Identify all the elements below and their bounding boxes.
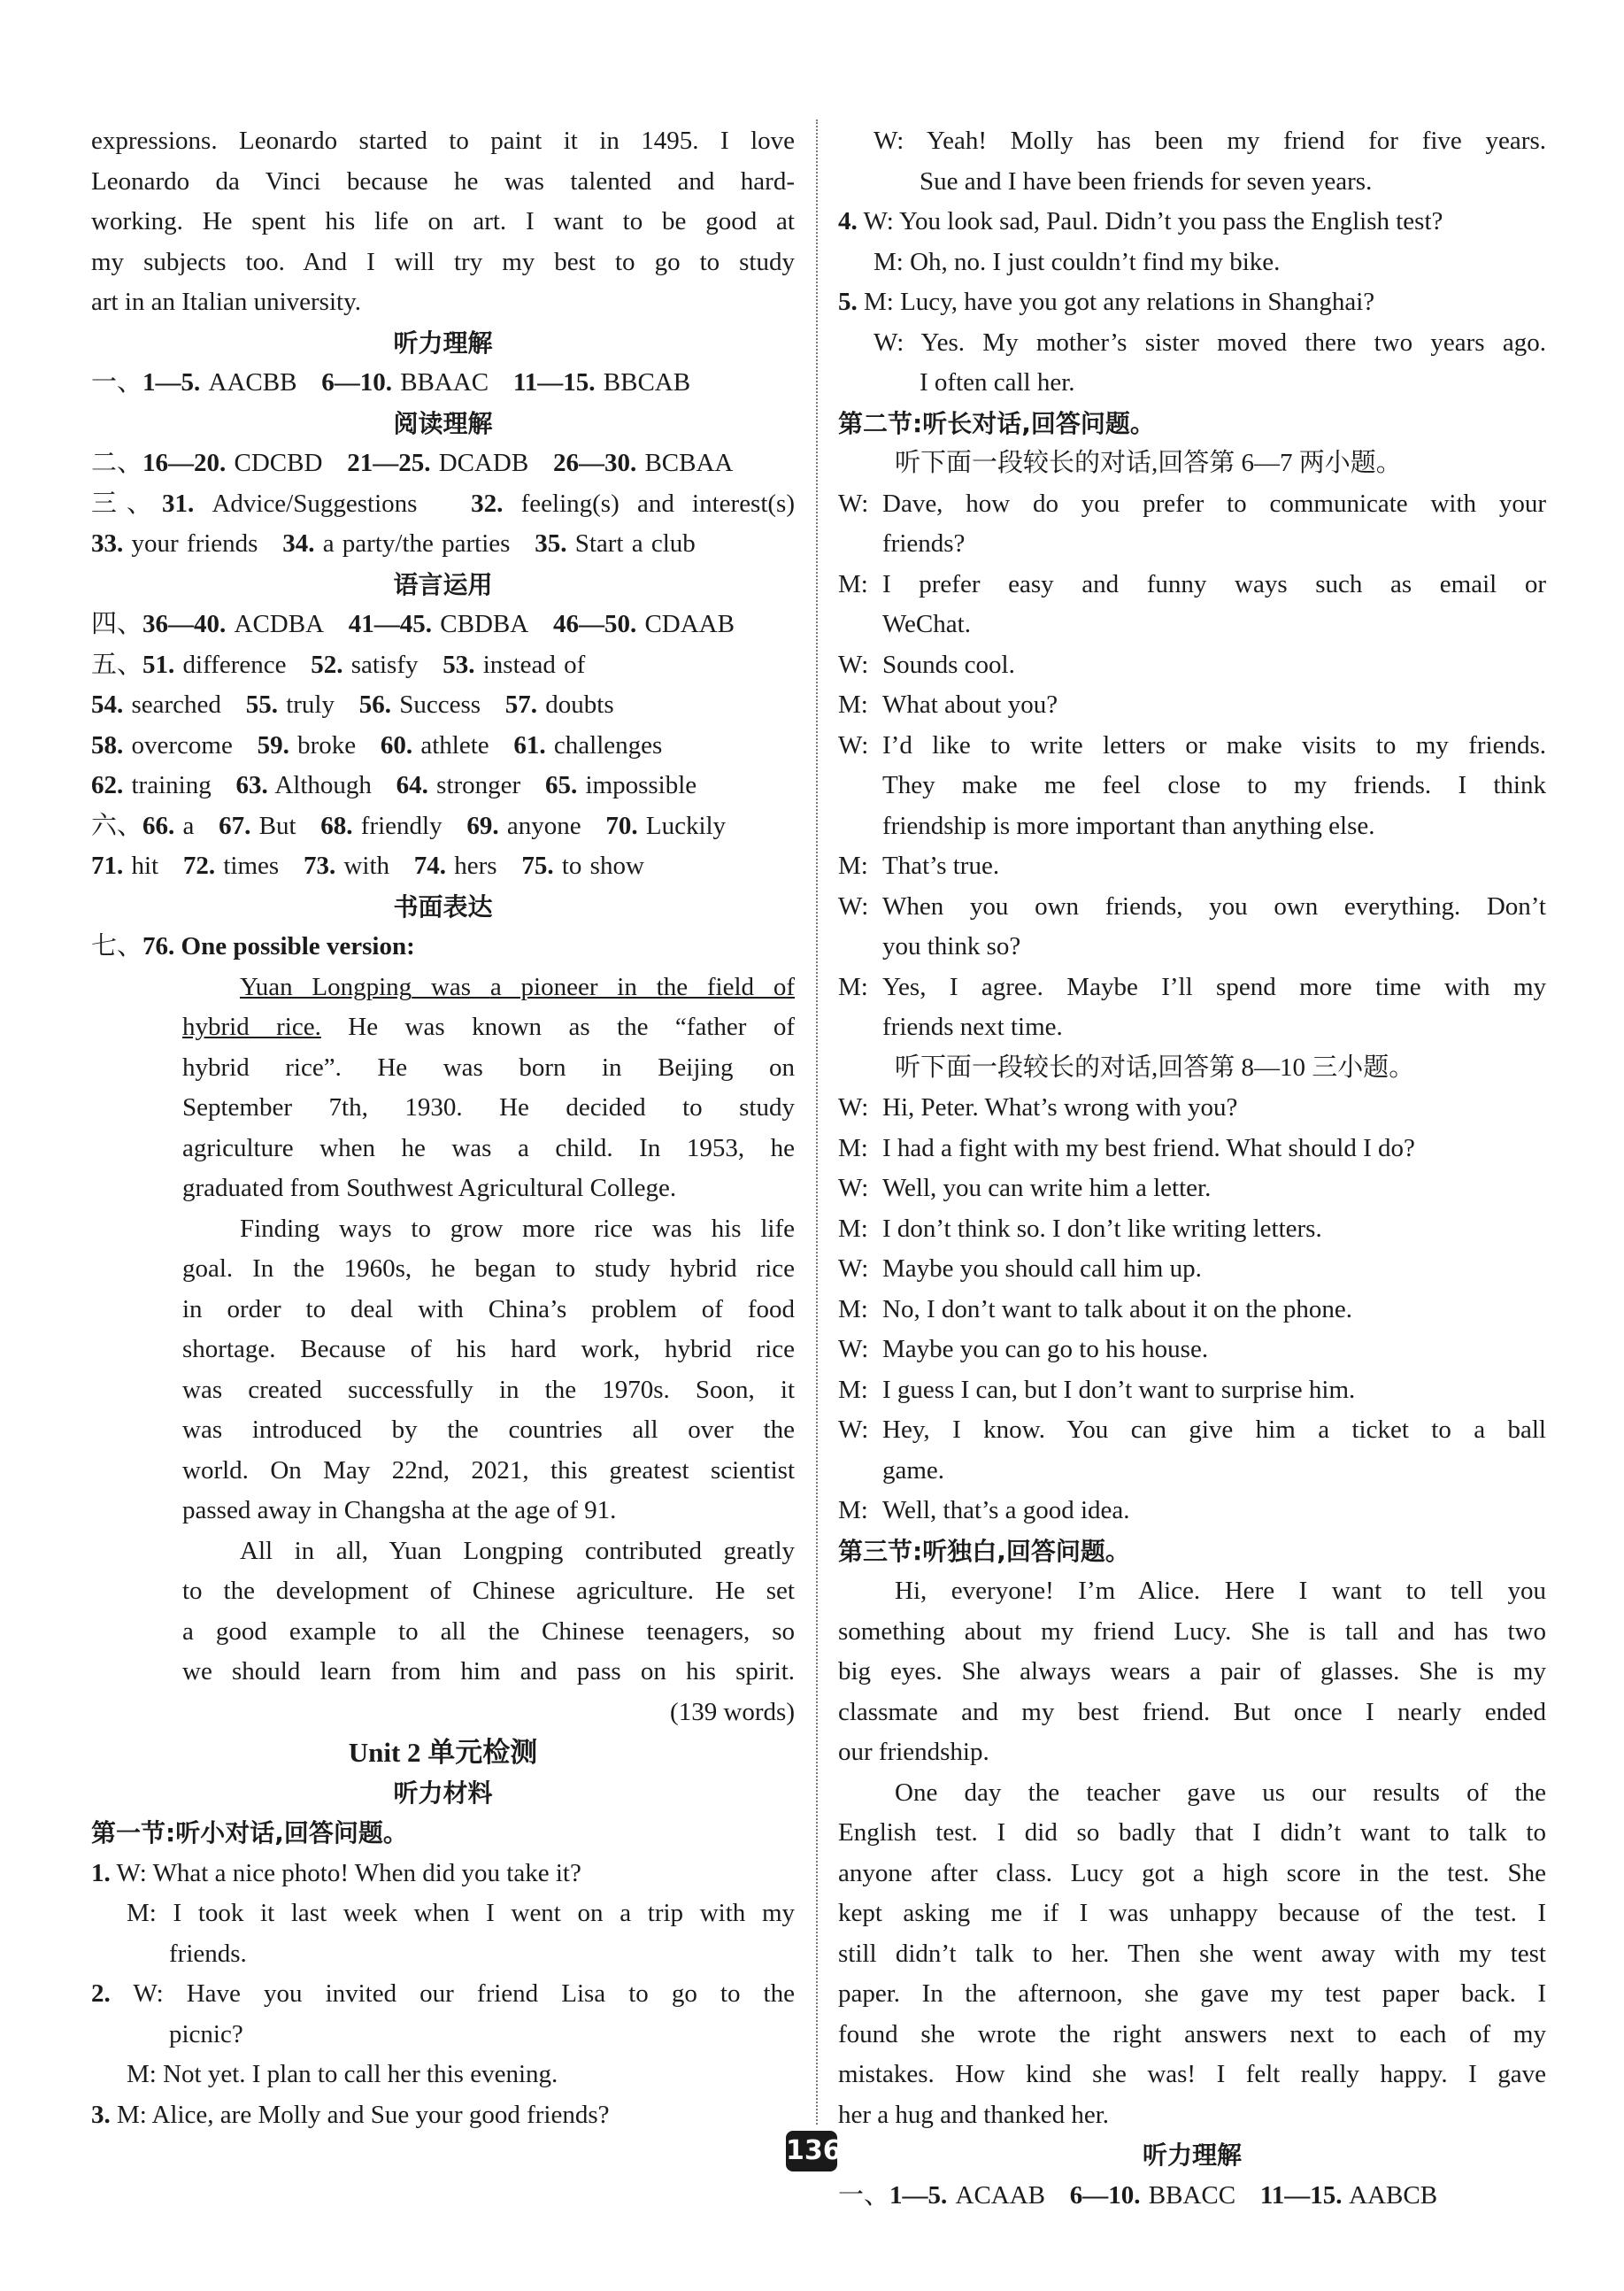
dialogue-turn bbox=[838, 1290, 1546, 1331]
essay-line: goal. In the 1960s, he began to study hybrid rice bbox=[182, 1254, 795, 1283]
dialogue-1-line: friends. bbox=[169, 1939, 247, 1968]
turn-text: No, I don’t want to talk about it on the phone. bbox=[882, 1294, 1353, 1323]
speaker-label: M: bbox=[838, 1375, 868, 1404]
monologue-line: something about my friend Lucy. She is tall and has two bbox=[838, 1616, 1546, 1646]
speaker-label: M: bbox=[838, 1214, 868, 1243]
long-dialogue-2 bbox=[838, 1088, 1546, 1531]
monologue bbox=[838, 1571, 1546, 2135]
heading-material: 听力材料 bbox=[393, 1778, 493, 1808]
speaker-label: W: bbox=[838, 489, 869, 518]
intro-line: working. He spent his life on art. I want to be good at bbox=[91, 207, 795, 235]
answers-5c: 58. overcome 59. broke 60. athlete 61. challenges bbox=[91, 730, 663, 760]
turn-text: Hey, I know. You can give him a ticket to a ball bbox=[882, 1415, 1546, 1444]
heading-listening: 听力理解 bbox=[393, 328, 493, 358]
essay-line: hybrid rice. He was known as the “father of bbox=[182, 1013, 795, 1041]
speaker-label: M: bbox=[838, 1496, 868, 1524]
monologue-line: our friendship. bbox=[838, 1738, 989, 1766]
speaker-label: M: bbox=[838, 972, 868, 1001]
column-divider bbox=[816, 120, 818, 2125]
speaker-label: M: bbox=[838, 690, 868, 719]
essay-line: was created successfully in the 1970s. Soon, it bbox=[182, 1375, 795, 1404]
dialogue-2-line: M: Not yet. I plan to call her this evening. bbox=[127, 2060, 558, 2088]
essay-line: was introduced by the countries all over the bbox=[182, 1415, 795, 1444]
intro-line: Leonardo da Vinci because he was talented and hard- bbox=[91, 166, 795, 196]
dialogue-3: 3. M: Alice, are Molly and Sue your good friends? bbox=[91, 2100, 610, 2129]
turn-text: Hi, Peter. What’s wrong with you? bbox=[882, 1093, 1238, 1122]
answers-3a: 三、31. Advice/Suggestions 32. feeling(s) and interest(s) bbox=[91, 489, 796, 518]
dialogue-turn bbox=[838, 1088, 1546, 1129]
dialogue-5: 5. M: Lucy, have you got any relations in Shanghai? bbox=[838, 288, 1375, 316]
turn-text: What about you? bbox=[882, 690, 1058, 719]
answers-unit2: 一、1—5. ACAAB 6—10. BBACC 11—15. AABCB bbox=[838, 2180, 1438, 2210]
turn-text: I’d like to write letters or make visits to my friends. bbox=[882, 730, 1546, 760]
dialogue-turn bbox=[838, 968, 1546, 1008]
speaker-label: M: bbox=[838, 569, 868, 598]
answers-5a: 五、51. difference 52. satisfy 53. instead of bbox=[91, 650, 586, 679]
turn-text: Well, you can write him a letter. bbox=[882, 1174, 1212, 1202]
monologue-line: classmate and my best friend. But once I nearly ended bbox=[838, 1697, 1546, 1726]
monologue-line: anyone after class. Lucy got a high score in the test. She bbox=[838, 1858, 1546, 1887]
dialogue-turn bbox=[838, 484, 1546, 525]
essay-line: shortage. Because of his hard work, hybrid rice bbox=[182, 1335, 795, 1363]
monologue-line: big eyes. She always wears a pair of glasses. She is my bbox=[838, 1657, 1546, 1685]
answers-5d: 62. training 63. Although 64. stronger 65. impossible bbox=[91, 771, 697, 799]
dialogue-turn bbox=[838, 1169, 1546, 1209]
turn-text: I prefer easy and funny ways such as email or bbox=[882, 569, 1546, 598]
heading-reading: 阅读理解 bbox=[393, 408, 493, 438]
turn-text: I don’t think so. I don’t like writing letters. bbox=[882, 1214, 1322, 1243]
turn-text: I guess I can, but I don’t want to surprise him. bbox=[882, 1375, 1356, 1404]
monologue-line: found she wrote the right answers next to each of my bbox=[838, 2019, 1546, 2048]
turn-text: Well, that’s a good idea. bbox=[882, 1496, 1130, 1524]
answers-6a: 六、66. a 67. But 68. friendly 69. anyone 70. Luckily bbox=[91, 811, 727, 840]
dialogue-2: 2. W: Have you invited our friend Lisa to go to the bbox=[91, 1979, 795, 2008]
dialogue-5-line: I often call her. bbox=[920, 368, 1075, 397]
intro-line: art in an Italian university. bbox=[91, 288, 361, 316]
dialogue-turn bbox=[838, 887, 1546, 928]
essay-line: All in all, Yuan Longping contributed greatly bbox=[240, 1536, 795, 1565]
turn-text: Maybe you can go to his house. bbox=[882, 1335, 1209, 1363]
turn-continuation: WeChat. bbox=[882, 610, 971, 638]
long-dialogue-1 bbox=[838, 484, 1546, 1048]
turn-continuation: They make me feel close to my friends. I think bbox=[882, 771, 1546, 799]
dialogue-4-line: M: Oh, no. I just couldn’t find my bike. bbox=[874, 247, 1281, 276]
monologue-line: still didn’t talk to her. Then she went away with my test bbox=[838, 1939, 1546, 1968]
dialogue-turn bbox=[838, 1330, 1546, 1370]
intro-line: expressions. Leonardo started to paint it in 1495. I love bbox=[91, 127, 795, 155]
essay-line: graduated from Southwest Agricultural College. bbox=[182, 1174, 677, 1202]
turn-text: I had a fight with my best friend. What should I do? bbox=[882, 1133, 1415, 1162]
dialogue-3-line: Sue and I have been friends for seven years. bbox=[920, 166, 1373, 196]
dialogue-2-line: picnic? bbox=[169, 2019, 243, 2048]
dialogue-5-line: W: Yes. My mother’s sister moved there two years ago. bbox=[874, 328, 1546, 357]
heading-language: 语言运用 bbox=[393, 569, 493, 599]
turn-continuation: friendship is more important than anything else. bbox=[882, 811, 1375, 840]
dialogue-turn bbox=[838, 1209, 1546, 1250]
answers-2: 二、16—20. CDCBD 21—25. DCADB 26—30. BCBAA bbox=[91, 449, 734, 477]
monologue-line: One day the teacher gave us our results of the bbox=[895, 1778, 1546, 1807]
speaker-label: W: bbox=[838, 730, 869, 760]
dialogue-turn bbox=[838, 846, 1546, 887]
essay-line: a good example to all the Chinese teenagers, so bbox=[182, 1616, 795, 1646]
monologue-line: paper. In the afternoon, she gave my test paper back. I bbox=[838, 1979, 1546, 2008]
essay-line: September 7th, 1930. He decided to study bbox=[182, 1093, 795, 1122]
essay-line: to the development of Chinese agriculture. He set bbox=[182, 1577, 795, 1605]
section-3-title: 第三节:听独白,回答问题。 bbox=[838, 1536, 1130, 1566]
speaker-label: W: bbox=[838, 1174, 869, 1202]
essay-line: world. On May 22nd, 2021, this greatest scientist bbox=[182, 1455, 795, 1485]
section-1-title: 第一节:听小对话,回答问题。 bbox=[91, 1818, 408, 1847]
answers-4: 四、36—40. ACDBA 41—45. CBDBA 46—50. CDAAB bbox=[91, 610, 735, 638]
dialogue-turn bbox=[838, 565, 1546, 606]
essay-line: hybrid rice”. He was born in Beijing on bbox=[182, 1053, 795, 1082]
monologue-line: kept asking me if I was unhappy because of the test. I bbox=[838, 1899, 1546, 1927]
turn-continuation: game. bbox=[882, 1455, 945, 1485]
dialogue-turn bbox=[838, 1129, 1546, 1169]
monologue-line: English test. I did so badly that I didn’t want to talk to bbox=[838, 1818, 1546, 1847]
heading-listening-2: 听力理解 bbox=[1142, 2141, 1242, 2170]
section-2-title: 第二节:听长对话,回答问题。 bbox=[838, 408, 1155, 438]
dialogue-turn bbox=[838, 1249, 1546, 1290]
sample-essay bbox=[91, 968, 795, 1733]
dialogue-3-line: W: Yeah! Molly has been my friend for five years. bbox=[874, 127, 1546, 155]
answers-7: 七、76. One possible version: bbox=[91, 932, 415, 960]
essay-line: we should learn from him and pass on his spirit. bbox=[182, 1657, 795, 1685]
turn-text: That’s true. bbox=[882, 852, 1000, 880]
instruction-2: 听下面一段较长的对话,回答第 8—10 三小题。 bbox=[895, 1053, 1415, 1082]
speaker-label: W: bbox=[838, 891, 869, 921]
essay-line: passed away in Changsha at the age of 91. bbox=[182, 1496, 617, 1524]
speaker-label: M: bbox=[838, 1133, 868, 1162]
speaker-label: M: bbox=[838, 1294, 868, 1323]
turn-text: Yes, I agree. Maybe I’ll spend more time with my bbox=[882, 972, 1546, 1001]
instruction-1: 听下面一段较长的对话,回答第 6—7 两小题。 bbox=[895, 449, 1402, 477]
essay-line: in order to deal with China’s problem of food bbox=[182, 1294, 795, 1323]
dialogue-turn bbox=[838, 1370, 1546, 1411]
dialogue-4: 4. W: You look sad, Paul. Didn’t you pass the English test? bbox=[838, 207, 1443, 235]
right-column bbox=[838, 121, 1546, 2216]
essay-line: agriculture when he was a child. In 1953, he bbox=[182, 1133, 795, 1162]
dialogue-1: 1. W: What a nice photo! When did you take it? bbox=[91, 1858, 581, 1887]
answers-3b: 33. your friends 34. a party/the parties 35. Start a club bbox=[91, 529, 696, 558]
speaker-label: W: bbox=[838, 1093, 869, 1122]
left-column bbox=[91, 121, 795, 2135]
heading-writing: 书面表达 bbox=[393, 891, 493, 922]
dialogue-1-line: M: I took it last week when I went on a trip with my bbox=[127, 1899, 795, 1927]
essay-line: Yuan Longping was a pioneer in the field of bbox=[240, 972, 795, 1001]
dialogue-turn bbox=[838, 645, 1546, 686]
dialogue-turn bbox=[838, 685, 1546, 726]
monologue-line: Hi, everyone! I’m Alice. Here I want to tell you bbox=[895, 1577, 1546, 1605]
turn-continuation: friends next time. bbox=[882, 1013, 1063, 1041]
monologue-line: her a hug and thanked her. bbox=[838, 2100, 1110, 2129]
dialogue-turn bbox=[838, 726, 1546, 767]
speaker-label: M: bbox=[838, 852, 868, 880]
answers-6b: 71. hit 72. times 73. with 74. hers 75. to show bbox=[91, 852, 644, 880]
answers-1: 一、1—5. AACBB 6—10. BBAAC 11—15. BBCAB bbox=[91, 368, 691, 397]
turn-text: When you own friends, you own everything. Don’t bbox=[882, 891, 1546, 921]
speaker-label: W: bbox=[838, 1335, 869, 1363]
dialogue-turn bbox=[838, 1491, 1546, 1531]
intro-line: my subjects too. And I will try my best to go to study bbox=[91, 247, 795, 276]
page-number: 136 bbox=[786, 2131, 837, 2171]
answers-5b: 54. searched 55. truly 56. Success 57. doubts bbox=[91, 690, 614, 719]
turn-text: Sounds cool. bbox=[882, 650, 1015, 679]
unit-title: Unit 2 单元检测 bbox=[348, 1737, 538, 1768]
speaker-label: W: bbox=[838, 1254, 869, 1283]
turn-text: Dave, how do you prefer to communicate with your bbox=[882, 489, 1546, 518]
monologue-line: mistakes. How kind she was! I felt really happy. I gave bbox=[838, 2060, 1546, 2088]
essay-line: Finding ways to grow more rice was his life bbox=[240, 1214, 795, 1243]
turn-continuation: you think so? bbox=[882, 932, 1021, 960]
speaker-label: W: bbox=[838, 650, 869, 679]
turn-continuation: friends? bbox=[882, 529, 966, 558]
word-count: (139 words) bbox=[670, 1697, 795, 1726]
dialogue-turn bbox=[838, 1410, 1546, 1451]
speaker-label: W: bbox=[838, 1415, 869, 1444]
turn-text: Maybe you should call him up. bbox=[882, 1254, 1202, 1283]
